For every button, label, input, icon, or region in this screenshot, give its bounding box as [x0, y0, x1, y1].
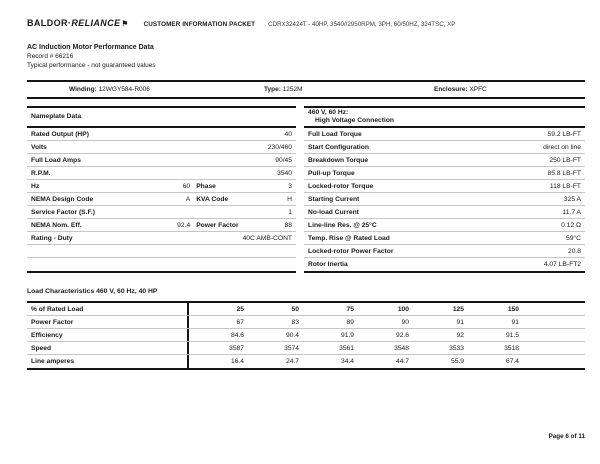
- row-label: Locked-rotor Power Factor: [308, 247, 394, 255]
- cell-value: 34.4: [340, 358, 354, 365]
- cell-value: 67: [236, 318, 244, 326]
- row-label: Line-line Res. @ 25°C: [308, 221, 377, 229]
- row-value: 3540: [277, 169, 292, 177]
- table-row: [304, 193, 585, 206]
- row-value: A: [185, 195, 191, 203]
- row-label: Volts: [31, 143, 47, 151]
- row-pair: [196, 222, 292, 229]
- row-label: Breakdown Torque: [308, 156, 369, 164]
- table-row: [304, 141, 585, 154]
- row-pair: [196, 183, 292, 190]
- cell-value: 84.6: [230, 331, 244, 339]
- row-label: Full Load Amps: [31, 156, 81, 164]
- column-header: 50: [291, 305, 299, 313]
- cell-value: 3533: [449, 344, 464, 352]
- performance-note: Typical performance - not guaranteed values: [27, 62, 156, 69]
- cell-value: 83: [291, 318, 299, 326]
- table-row: [27, 154, 296, 167]
- row-label: Hz: [31, 182, 40, 190]
- row-label: NEMA Nom. Eff.: [31, 221, 82, 229]
- flag-icon: ⚑: [121, 19, 129, 28]
- table-row: [27, 141, 296, 154]
- header-values: [187, 303, 585, 315]
- row-label: Phase: [196, 182, 216, 190]
- row-value: 0.12 Ω: [561, 221, 581, 229]
- hv-header-line2: High Voltage Connection: [315, 117, 395, 124]
- row-label: Efficiency: [31, 331, 63, 339]
- table-row: [304, 154, 585, 167]
- row-pair: [31, 183, 190, 190]
- brand-baldor: BALDOR: [27, 18, 68, 28]
- table-row-empty: [27, 258, 296, 271]
- table-row: [27, 342, 585, 355]
- brand-logo: [27, 18, 129, 28]
- page-header: [27, 18, 585, 28]
- model-line: CDRX32424T - 40HP, 3540//2950RPM, 3PH, 60/50HZ, 324TSC, XP: [268, 21, 456, 28]
- table-row: [304, 219, 585, 232]
- cell-value: 90: [401, 318, 409, 326]
- high-voltage-header: [304, 108, 585, 128]
- page-title: AC Induction Motor Performance Data: [27, 44, 154, 51]
- cell-value: 3518: [504, 344, 519, 352]
- row-value: 3: [288, 182, 292, 190]
- row-label: Starting Current: [308, 195, 360, 203]
- row-value: 230/460: [267, 143, 292, 151]
- row-values: [187, 342, 585, 354]
- load-characteristics-section: [27, 288, 585, 370]
- row-label: Locked-rotor Torque: [308, 182, 374, 190]
- column-header: % of Rated Load: [31, 305, 84, 313]
- row-label: Speed: [31, 344, 52, 352]
- row-values: [187, 316, 585, 328]
- cell-value: 91: [456, 318, 464, 326]
- nameplate-header: [27, 108, 296, 128]
- cell-value: 24.7: [285, 358, 299, 365]
- type-cell: [264, 86, 434, 93]
- row-value: 85.8 LB-FT: [547, 169, 581, 177]
- table-row: [27, 180, 296, 193]
- load-characteristics-table: [27, 301, 585, 370]
- row-value: 250 LB-FT: [549, 156, 581, 164]
- row-label: Rating - Duty: [31, 234, 73, 242]
- row-pair: [196, 196, 292, 203]
- row-label: Rotor Inertia: [308, 261, 348, 268]
- winding-bar: [27, 80, 585, 99]
- type-value: 1252M: [282, 86, 303, 93]
- winding-label: Winding:: [69, 86, 97, 93]
- cell-value: 90.4: [285, 331, 299, 339]
- enclosure-cell: [434, 86, 585, 93]
- type-label: Type:: [264, 86, 281, 93]
- row-label: Service Factor (S.F.): [31, 208, 95, 216]
- row-value: 4.07 LB-FT2: [543, 261, 581, 268]
- row-label: Pull-up Torque: [308, 169, 355, 177]
- cell-value: 91.9: [340, 331, 354, 339]
- column-header: 25: [236, 305, 244, 313]
- table-row: [27, 219, 296, 232]
- packet-label: CUSTOMER INFORMATION PACKET: [143, 21, 256, 28]
- column-header: 75: [346, 305, 354, 313]
- cell-value: 44.7: [395, 358, 409, 365]
- row-value: direct on line: [543, 143, 581, 151]
- cell-value: 92.6: [395, 331, 409, 339]
- row-pair: [31, 196, 190, 203]
- table-header-row: [27, 303, 585, 316]
- table-row: [304, 232, 585, 245]
- table-row: [304, 167, 585, 180]
- cell-value: 3587: [229, 344, 244, 352]
- cell-value: 3548: [394, 344, 409, 352]
- brand-reliance: RELIANCE: [71, 18, 121, 28]
- row-value: H: [287, 195, 292, 203]
- table-row: [27, 128, 296, 141]
- high-voltage-table: [304, 106, 585, 273]
- row-value: 1: [288, 208, 292, 216]
- row-value: 40C AMB-CONT: [242, 234, 292, 242]
- table-row: [304, 258, 585, 271]
- nameplate-header-text: Nameplate Data: [31, 113, 82, 120]
- row-value: 325 A: [563, 195, 581, 203]
- row-value: 92.4: [177, 221, 191, 229]
- row-label: Temp. Rise @ Rated Load: [308, 234, 390, 242]
- row-label: NEMA Design Code: [31, 195, 94, 203]
- table-row: [304, 128, 585, 141]
- winding-value: 12WGY584-R006: [98, 86, 150, 93]
- page-number: Page 6 of 11: [548, 433, 585, 440]
- table-row: [27, 167, 296, 180]
- table-row-empty: [27, 245, 296, 258]
- row-value: 60: [182, 182, 191, 190]
- row-value: 40: [284, 130, 292, 138]
- column-header: 125: [452, 305, 464, 313]
- table-row: [304, 206, 585, 219]
- row-value: 59°C: [566, 234, 581, 242]
- row-label: Power Factor: [196, 221, 239, 229]
- brand-separator: ·: [67, 18, 72, 28]
- table-row: [304, 245, 585, 258]
- row-label: R.P.M.: [31, 169, 51, 177]
- row-values: [187, 329, 585, 341]
- table-row: [304, 180, 585, 193]
- row-label: Power Factor: [31, 318, 74, 326]
- row-label: KVA Code: [196, 195, 229, 203]
- row-value: 11.7 A: [562, 208, 581, 216]
- table-row: [27, 232, 296, 245]
- record-number: Record # 66216: [27, 53, 74, 60]
- nameplate-table: [27, 106, 296, 273]
- row-label: Full Load Torque: [308, 130, 362, 138]
- cell-value: 16.4: [230, 358, 244, 365]
- data-tables: [27, 106, 585, 273]
- row-label: Rated Output (HP): [31, 130, 89, 138]
- row-value: 59.2 LB-FT: [547, 130, 581, 138]
- row-value: 20.8: [567, 247, 581, 255]
- column-header: 100: [397, 305, 409, 313]
- table-row: [27, 193, 296, 206]
- cell-value: 89: [346, 318, 354, 326]
- hv-header-line1: 460 V, 60 Hz:: [308, 109, 349, 116]
- enclosure-value: XPFC: [469, 86, 487, 93]
- row-value: 88: [284, 221, 292, 229]
- winding-cell: [69, 86, 264, 93]
- cell-value: 55.9: [450, 358, 464, 365]
- table-row: [27, 316, 585, 329]
- row-pair: [31, 222, 190, 229]
- title-block: [27, 43, 585, 70]
- row-label: Start Configuration: [308, 143, 369, 151]
- cell-value: 91.5: [505, 331, 519, 339]
- column-header: 150: [507, 305, 519, 313]
- table-row: [27, 329, 585, 342]
- table-row: [27, 206, 296, 219]
- load-characteristics-title: Load Characteristics 460 V, 60 Hz, 40 HP: [27, 288, 158, 295]
- row-label: No-load Current: [308, 208, 359, 216]
- cell-value: 3574: [284, 344, 299, 352]
- table-row: [27, 355, 585, 368]
- row-values: [187, 355, 585, 368]
- cell-value: 92: [456, 331, 464, 339]
- cell-value: 91: [511, 318, 519, 326]
- row-value: 118 LB-FT: [549, 182, 581, 190]
- row-value: 90/45: [275, 156, 292, 164]
- cell-value: 3561: [339, 344, 354, 352]
- cell-value: 67.4: [505, 358, 519, 365]
- enclosure-label: Enclosure:: [434, 86, 468, 93]
- row-label: Line amperes: [31, 358, 75, 365]
